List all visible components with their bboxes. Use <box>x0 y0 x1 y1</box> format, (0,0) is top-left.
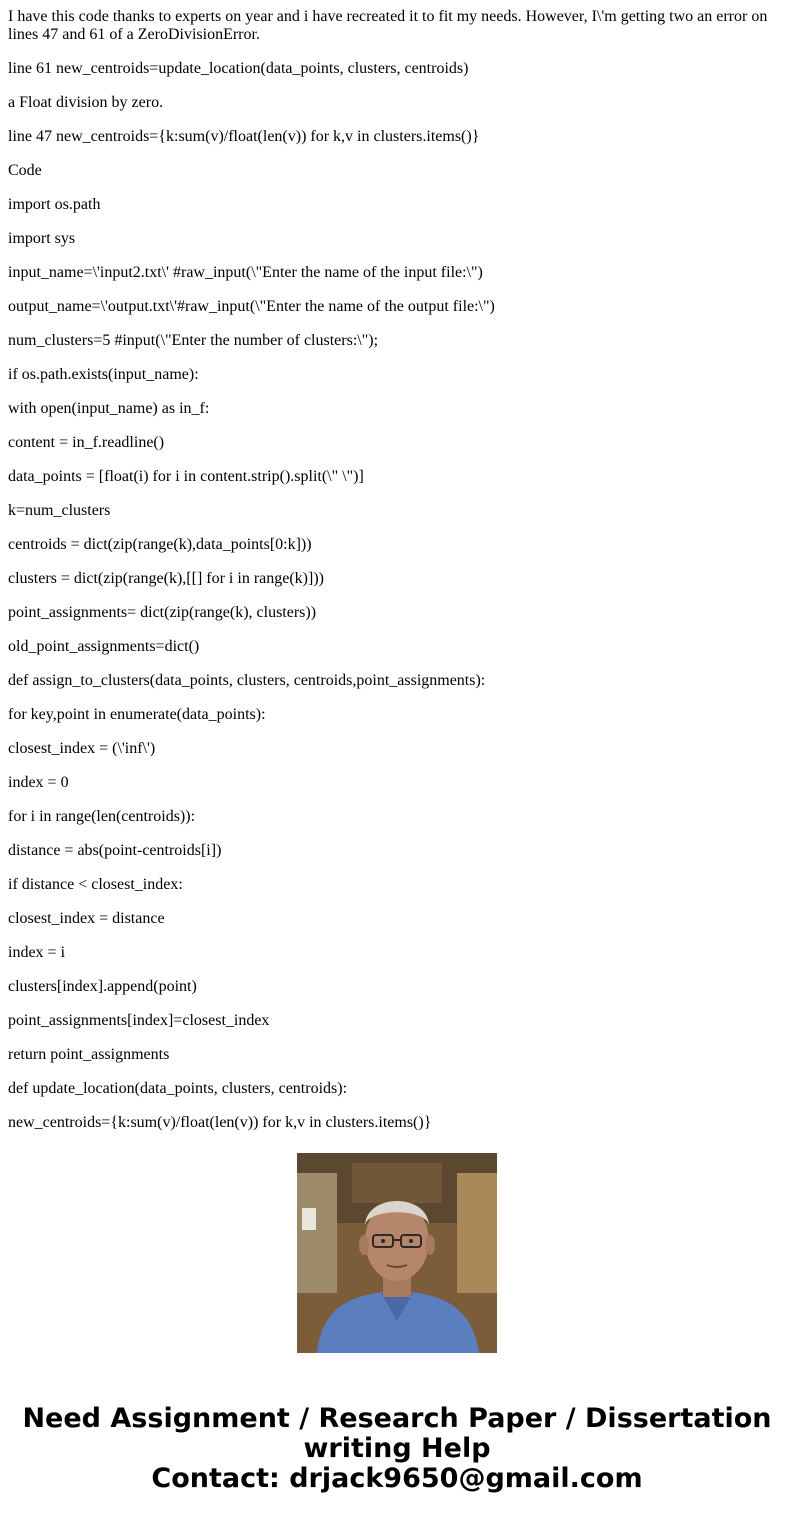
code-line: index = 0 <box>8 774 69 791</box>
code-line: k=num_clusters <box>8 502 111 519</box>
code-line: content = in_f.readline() <box>8 434 165 451</box>
promo-line-1: Need Assignment / Research Paper / Dissertation <box>22 1403 772 1434</box>
person-portrait-icon <box>297 1153 497 1353</box>
code-line: index = i <box>8 944 66 961</box>
code-line: centroids = dict(zip(range(k),data_points[0:k])) <box>8 536 312 553</box>
promo-line-2: writing Help <box>303 1433 491 1464</box>
code-line: clusters = dict(zip(range(k),[[] for i in range(k)])) <box>8 570 324 587</box>
code-line: if os.path.exists(input_name): <box>8 366 199 383</box>
code-line: input_name=\'input2.txt\' #raw_input(\"Enter the name of the input file:\") <box>8 264 483 281</box>
code-line: if distance < closest_index: <box>8 876 183 893</box>
code-line: new_centroids={k:sum(v)/float(len(v)) for k,v in clusters.items()} <box>8 1114 432 1131</box>
code-lines <box>8 60 786 1132</box>
code-line: old_point_assignments=dict() <box>8 638 200 655</box>
code-line: import os.path <box>8 196 101 213</box>
code-line: return point_assignments <box>8 1046 170 1063</box>
code-line: num_clusters=5 #input(\"Enter the number of clusters:\"); <box>8 332 379 349</box>
code-line: a Float division by zero. <box>8 94 164 111</box>
code-line: line 47 new_centroids={k:sum(v)/float(len(v)) for k,v in clusters.items()} <box>8 128 480 145</box>
code-line: clusters[index].append(point) <box>8 978 197 995</box>
promo-contact-email: Contact: drjack9650@gmail.com <box>151 1463 643 1494</box>
code-line: closest_index = distance <box>8 910 165 927</box>
code-line: for key,point in enumerate(data_points): <box>8 706 266 723</box>
code-line: data_points = [float(i) for i in content.strip().split(\" \")] <box>8 468 364 485</box>
code-line: Code <box>8 162 42 179</box>
code-line: import sys <box>8 230 76 247</box>
code-line: output_name=\'output.txt\'#raw_input(\"Enter the name of the output file:\") <box>8 298 495 315</box>
code-line: distance = abs(point-centroids[i]) <box>8 842 222 859</box>
author-avatar <box>297 1153 497 1353</box>
code-line: def update_location(data_points, clusters, centroids): <box>8 1080 348 1097</box>
code-line: with open(input_name) as in_f: <box>8 400 210 417</box>
question-intro: I have this code thanks to experts on year and i have recreated it to fit my needs. However, I\'m getting two an error on lines 47 and 61 of a ZeroDivisionError. <box>8 8 768 43</box>
code-line: for i in range(len(centroids)): <box>8 808 196 825</box>
promo-banner <box>0 1404 794 1494</box>
question-body <box>8 0 786 1131</box>
code-line: closest_index = (\'inf\') <box>8 740 156 757</box>
code-line: def assign_to_clusters(data_points, clusters, centroids,point_assignments): <box>8 672 486 689</box>
code-line: point_assignments= dict(zip(range(k), clusters)) <box>8 604 317 621</box>
code-line: point_assignments[index]=closest_index <box>8 1012 270 1029</box>
code-line: line 61 new_centroids=update_location(data_points, clusters, centroids) <box>8 60 469 77</box>
